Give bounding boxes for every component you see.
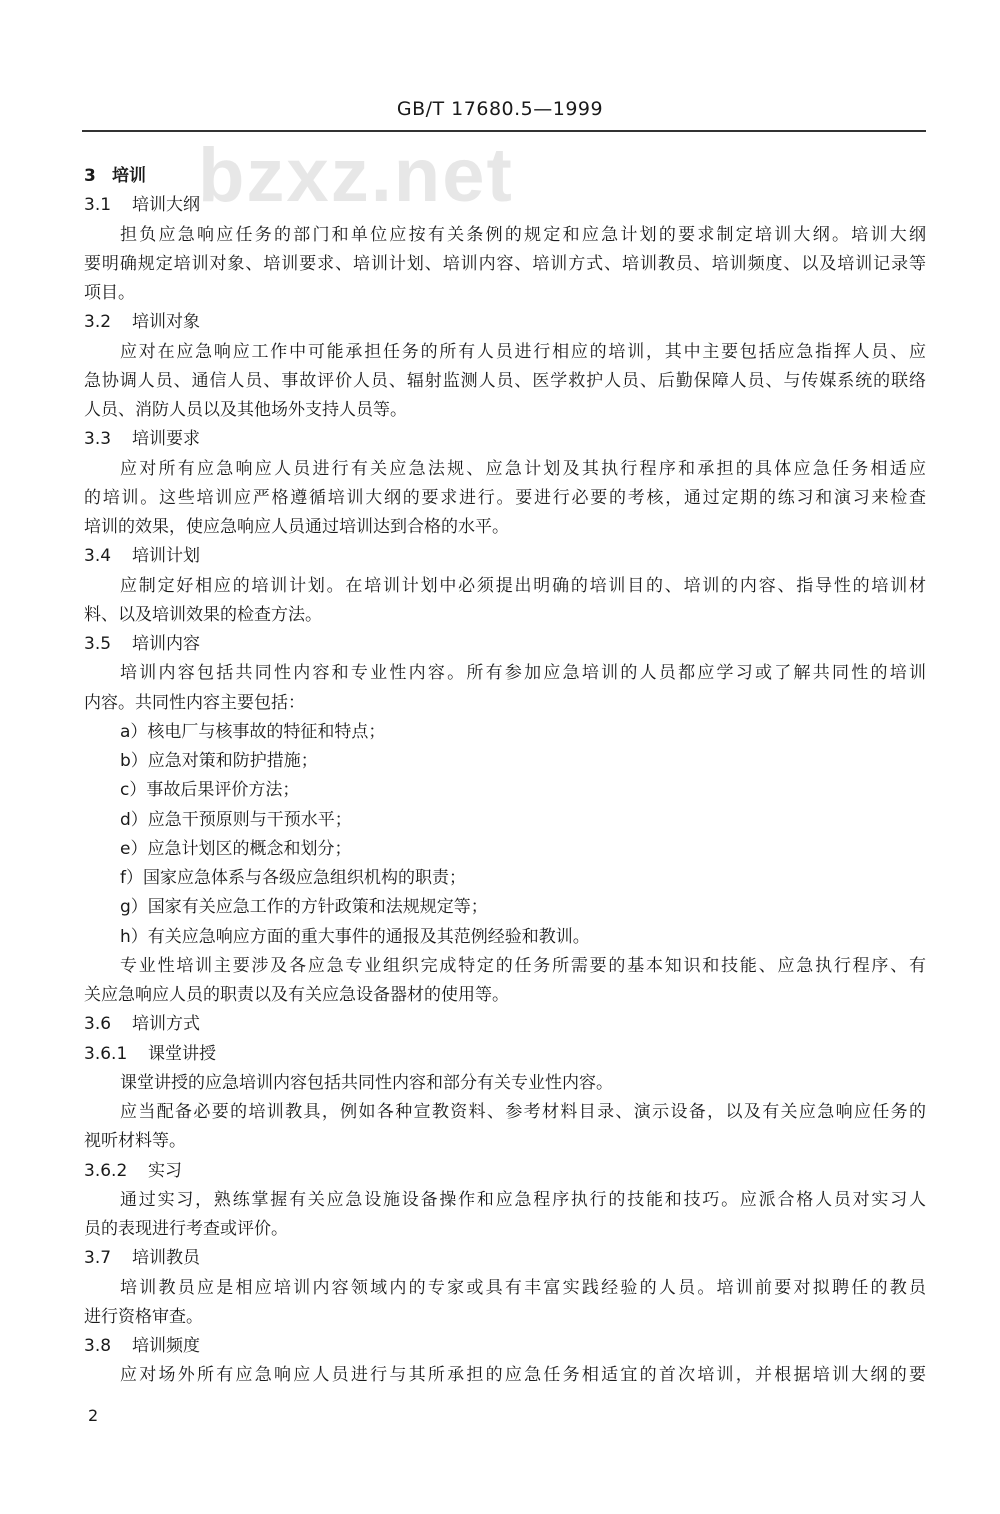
document-header: GB/T 17680.5—1999	[396, 98, 604, 120]
paragraph-line: 培训内容包括共同性内容和专业性内容。所有参加应急培训的人员都应学习或了解共同性的培训	[120, 663, 926, 684]
paragraph-line: 的培训。这些培训应严格遵循培训大纲的要求进行。要进行必要的考核，通过定期的练习和演习来检查	[84, 487, 926, 508]
list-item: a）核电厂与核事故的特征和特点；	[120, 721, 386, 742]
paragraph-line: 内容。共同性内容主要包括：	[84, 692, 305, 713]
paragraph-line: 料、以及培训效果的检查方法。	[84, 604, 322, 625]
list-item: h）有关应急响应方面的重大事件的通报及其范例经验和教训。	[120, 926, 590, 947]
paragraph-line: 课堂讲授的应急培训内容包括共同性内容和部分有关专业性内容。	[120, 1072, 613, 1093]
heading-3-4: 3.4 培训计划	[84, 546, 200, 567]
list-item: e）应急计划区的概念和划分；	[120, 838, 352, 859]
paragraph-line: 项目。	[84, 283, 135, 303]
paragraph-line: 关应急响应人员的职责以及有关应急设备器材的使用等。	[84, 985, 509, 1005]
list-item: d）应急干预原则与干预水平；	[120, 809, 352, 830]
paragraph-line: 培训的效果，使应急响应人员通过培训达到合格的水平。	[84, 517, 509, 537]
heading-3-8: 3.8 培训频度	[84, 1336, 200, 1356]
paragraph-line: 专业性培训主要涉及各应急专业组织完成特定的任务所需要的基本知识和技能、应急执行程序、有	[120, 955, 926, 976]
paragraph-line: 进行资格审查。	[84, 1306, 203, 1327]
paragraph-line: 培训教员应是相应培训内容领域内的专家或具有丰富实践经验的人员。培训前要对拟聘任的教员	[120, 1277, 926, 1298]
heading-3-3: 3.3 培训要求	[84, 429, 200, 450]
body-text	[84, 162, 926, 1391]
list-item: g）国家有关应急工作的方针政策和法规规定等；	[120, 897, 488, 918]
heading-3-6-2: 3.6.2 实习	[84, 1160, 182, 1181]
list-item: b）应急对策和防护措施；	[120, 751, 318, 771]
paragraph-line: 要明确规定培训对象、培训要求、培训计划、培训内容、培训方式、培训教员、培训频度、以及培训记录等	[84, 253, 926, 274]
watermark: bzxz.net	[198, 133, 514, 218]
heading-3-5: 3.5 培训内容	[84, 634, 200, 654]
paragraph-line: 员的表现进行考查或评价。	[84, 1219, 288, 1239]
paragraph-line: 应对场外所有应急响应人员进行与其所承担的应急任务相适宜的首次培训，并根据培训大纲的要	[120, 1365, 926, 1386]
paragraph-line: 通过实习，熟练掌握有关应急设施设备操作和应急程序执行的技能和技巧。应派合格人员对实习人	[120, 1189, 926, 1210]
paragraph-line: 应对所有应急响应人员进行有关应急法规、应急计划及其执行程序和承担的具体应急任务相适应	[120, 458, 926, 479]
page-number: 2	[88, 1406, 99, 1425]
heading-3-1: 3.1 培训大纲	[84, 195, 200, 216]
list-item: c）事故后果评价方法；	[120, 780, 300, 801]
list-item: f）国家应急体系与各级应急组织机构的职责；	[120, 868, 466, 888]
paragraph-line: 人员、消防人员以及其他场外支持人员等。	[84, 400, 407, 420]
heading-3-7: 3.7 培训教员	[84, 1248, 200, 1269]
paragraph-line: 担负应急响应任务的部门和单位应按有关条例的规定和应急计划的要求制定培训大纲。培训大纲	[120, 224, 926, 245]
paragraph-line: 急协调人员、通信人员、事故评价人员、辐射监测人员、医学救护人员、后勤保障人员、与传媒系统的联络	[84, 370, 926, 391]
paragraph-line: 视听材料等。	[84, 1131, 186, 1152]
heading-3-6: 3.6 培训方式	[84, 1014, 200, 1035]
paragraph-line: 应制定好相应的培训计划。在培训计划中必须提出明确的培训目的、培训的内容、指导性的培训材	[120, 575, 926, 596]
heading-3-6-1: 3.6.1 课堂讲授	[84, 1043, 216, 1064]
paragraph-line: 应当配备必要的培训教具，例如各种宣教资料、参考材料目录、演示设备，以及有关应急响应任务的	[120, 1102, 926, 1122]
heading-3-2: 3.2 培训对象	[84, 312, 200, 333]
paragraph-line: 应对在应急响应工作中可能承担任务的所有人员进行相应的培训，其中主要包括应急指挥人员、应	[120, 341, 926, 362]
section-heading: 3 培训	[84, 166, 146, 186]
